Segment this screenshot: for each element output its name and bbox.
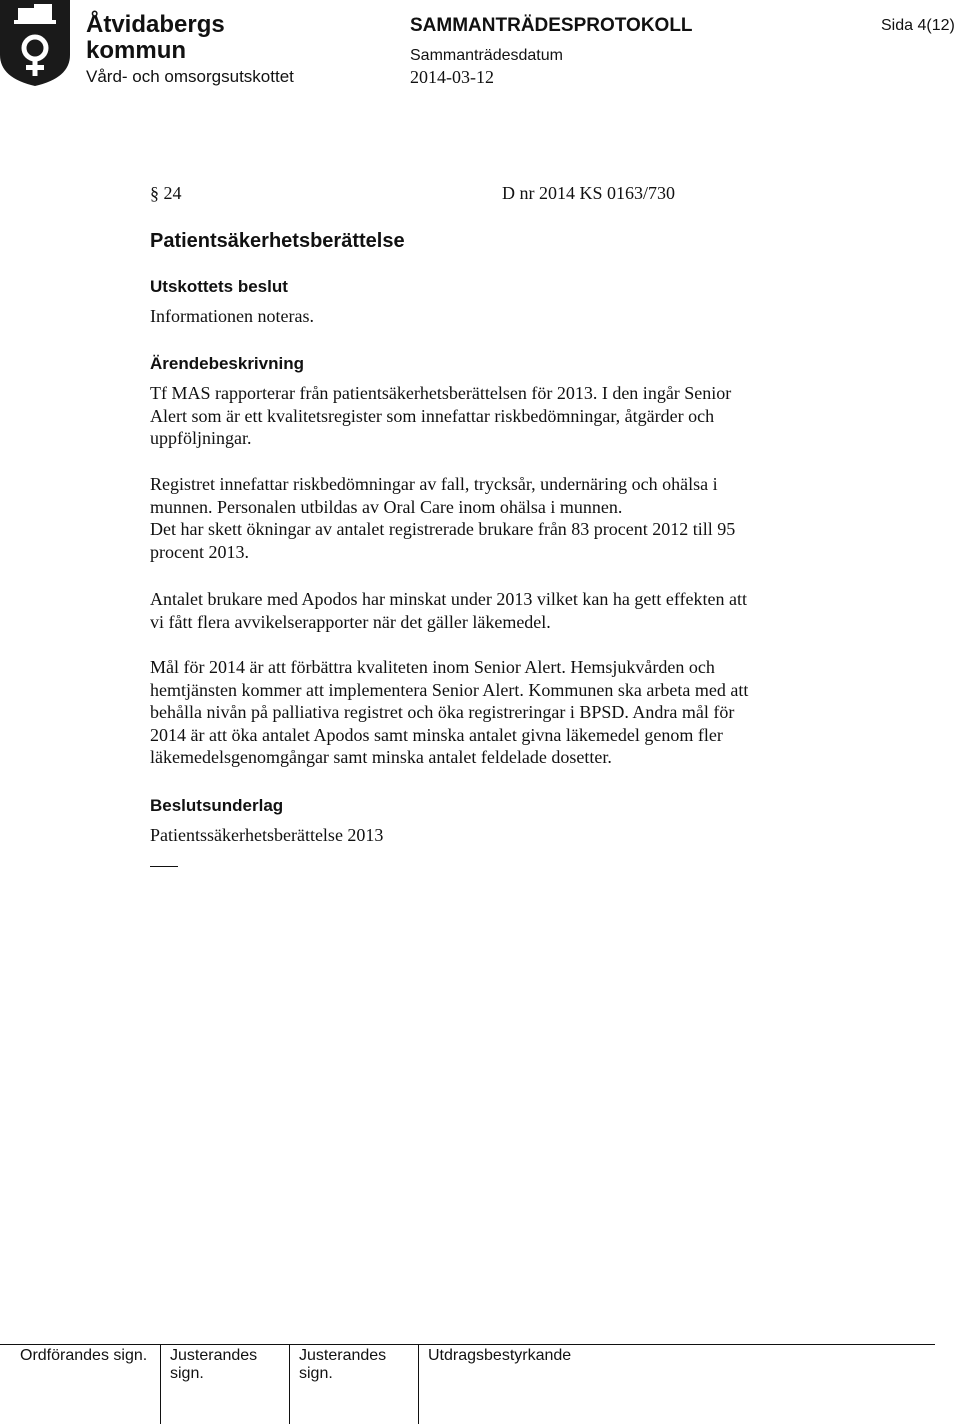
paragraph-number-value: 24 [163,183,182,203]
footer-adjuster2-sign: sign. [299,1365,333,1382]
text-line: Mål för 2014 är att förbättra kvaliteten inom Senior Alert. Hemsjukvården och [150,657,715,677]
description-paragraph-4 [150,656,850,769]
text-line: behålla nivån på palliativa registret och öka registreringar i BPSD. Andra mål för [150,702,735,723]
text-line: Antalet brukare med Apodos har minskat under 2013 vilket kan ha gett effekten att [150,589,747,609]
diarie-number: D nr 2014 KS 0163/730 [502,183,676,203]
text-line: Registret innefattar riskbedömningar av fall, trycksår, undernäring och ohälsa i [150,474,718,494]
text-line: munnen. Personalen utbildas av Oral Care inom ohälsa i munnen. [150,496,623,517]
decision-text: Informationen noteras. [150,306,314,326]
text-line: 2014 är att öka antalet Apodos samt minska antalet givna läkemedel genom fler [150,724,723,745]
description-heading: Ärendebeskrivning [150,354,304,373]
municipality-logo-icon [0,0,70,86]
text-line: vi fått flera avvikelserapporter när det gäller läkemedel. [150,611,551,632]
text-line: Tf MAS rapporterar från patientsäkerhetsberättelsen för 2013. I den ingår Senior [150,383,732,403]
footer-extract-certification: Utdragsbestyrkande [428,1347,572,1364]
text-line: procent 2013. [150,541,249,562]
basis-text: Patientssäkerhetsberättelse 2013 [150,825,384,845]
header-unit-name: Vård- och omsorgsutskottet [86,67,294,86]
page-number: Sida 4(12) [881,17,955,34]
text-line: uppföljningar. [150,428,252,449]
text-line: läkemedelsgenomgångar samt minska antalet feldelade dosetter. [150,747,612,768]
document-title: SAMMANTRÄDESPROTOKOLL [410,15,693,36]
footer-divider [160,1344,161,1424]
section-title: Patientsäkerhetsberättelse [150,230,405,252]
header-org-name-line2: kommun [86,37,187,64]
section-sign-icon: § [150,183,159,203]
meeting-date: 2014-03-12 [410,67,494,87]
text-line: Alert som är ett kvalitetsregister som innefattar riskbedömningar, åtgärder och [150,405,715,426]
meeting-date-label: Sammanträdesdatum [410,47,563,64]
footer-divider [289,1344,290,1424]
description-paragraph-1 [150,382,850,450]
footer-divider [418,1344,419,1424]
footer-adjuster2-label: Justerandes [299,1347,387,1364]
text-line: Det har skett ökningar av antalet registrerade brukare från 83 procent 2012 till 95 [150,519,736,540]
paragraph-number [150,181,182,205]
text-line: hemtjänsten kommer att implementera Senior Alert. Kommunen ska arbeta med att [150,679,749,700]
end-rule [150,866,178,867]
footer-chair-signature: Ordförandes sign. [20,1347,148,1364]
decision-heading: Utskottets beslut [150,277,288,296]
header-org-name-line1: Åtvidabergs [86,11,225,38]
description-paragraph-3 [150,588,850,633]
basis-heading: Beslutsunderlag [150,796,284,815]
description-paragraph-2 [150,473,850,563]
footer-rule [0,1344,935,1345]
footer-adjuster1-label: Justerandes [170,1347,258,1364]
footer-adjuster1-sign: sign. [170,1365,204,1382]
